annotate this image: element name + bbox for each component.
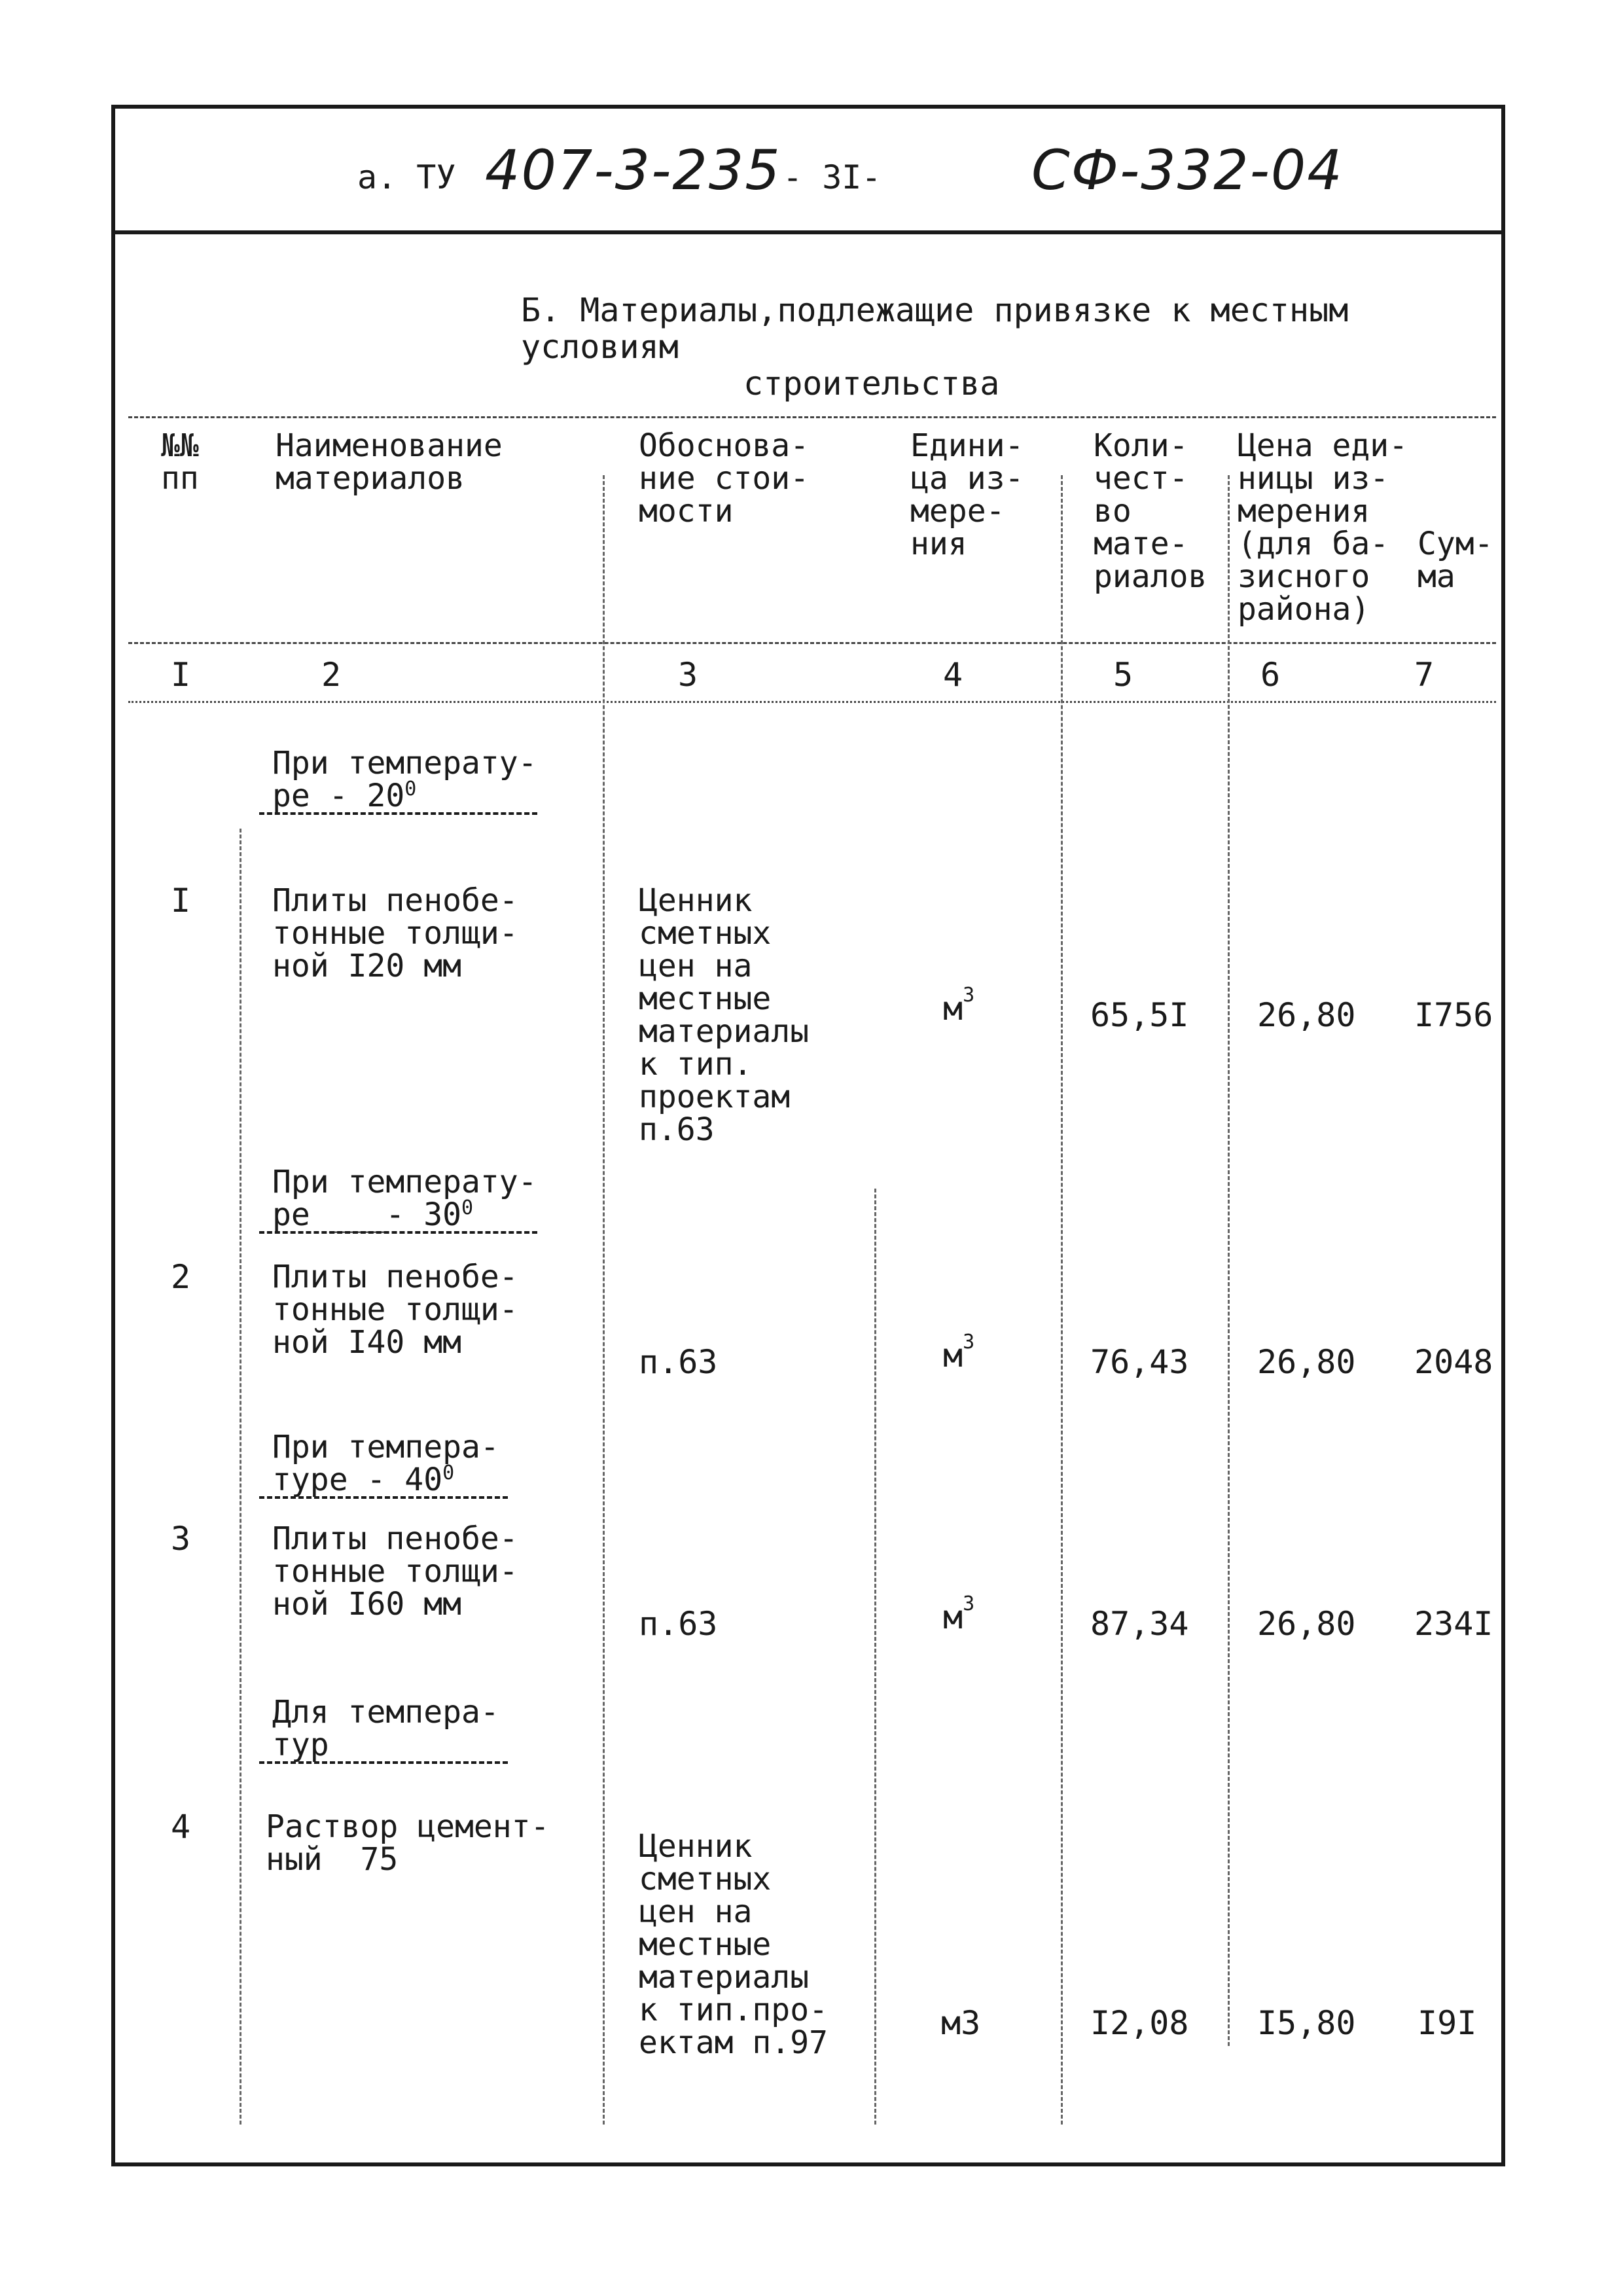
group-label: При темпера- туре - $40^0$ — [272, 1429, 499, 1498]
sum: I756 — [1414, 996, 1493, 1034]
col-sep-3 — [874, 1189, 876, 2125]
group-label: При температу- ре - $20^0$ — [272, 745, 537, 814]
unit: $м^3$ — [943, 984, 975, 1028]
title-block — [115, 109, 1501, 234]
col-sep-2 — [603, 475, 605, 2125]
quantity: 76,43 — [1090, 1343, 1189, 1381]
header-bottom-rule — [128, 642, 1496, 644]
section-title-line1: Б. Материалы,подлежащие привязке к местным условиям — [521, 291, 1349, 366]
row-num: 4 — [171, 1808, 191, 1846]
unit-price: 26,80 — [1257, 1343, 1356, 1381]
unit: м3 — [941, 2004, 981, 2042]
material-name: Плиты пенобе- тонные толщи- ной I20 мм — [272, 882, 518, 984]
unit-price: 26,80 — [1257, 1605, 1356, 1643]
col-header-qty: Коли- чест- во мате- риалов — [1094, 427, 1207, 595]
col-num-4: 4 — [943, 656, 963, 694]
project-code: 407-3-235 — [485, 138, 781, 202]
col-sep-5 — [1228, 475, 1230, 2046]
quantity: 87,34 — [1090, 1605, 1189, 1643]
group-label: При температу- ре ___- $30^0$ — [272, 1164, 537, 1233]
row-num: I — [171, 882, 191, 920]
col-header-sum: Сум- ма — [1418, 526, 1493, 595]
sum: I9I — [1418, 2004, 1477, 2042]
unit-price: I5,80 — [1257, 2004, 1356, 2042]
cost-basis: Ценник сметных цен на местные материалы к тип.про- ектам п.97 — [639, 1828, 828, 2061]
header-top-rule — [128, 416, 1496, 418]
col-num-7: 7 — [1414, 656, 1435, 694]
sum: 2048 — [1414, 1343, 1493, 1381]
col-header-basis: Обоснова- ние стои- мости — [639, 427, 810, 529]
col-num-6: 6 — [1260, 656, 1281, 694]
col-num-2: 2 — [321, 656, 342, 694]
col-num-1: I — [171, 656, 191, 694]
material-name: Раствор цемент- ный 75 — [266, 1808, 550, 1878]
unit-price: 26,80 — [1257, 996, 1356, 1034]
page-number: - 3I- — [783, 158, 882, 196]
row-num: 2 — [171, 1258, 191, 1296]
group-underline — [259, 1231, 537, 1234]
col-num-3: 3 — [678, 656, 698, 694]
material-name: Плиты пенобе- тонные толщи- ной I60 мм — [272, 1520, 518, 1623]
col-num-5: 5 — [1113, 656, 1133, 694]
material-name: Плиты пенобе- тонные толщи- ной I40 мм — [272, 1259, 518, 1361]
numbers-bottom-rule — [128, 701, 1496, 703]
group-underline — [259, 1496, 508, 1499]
col-sep-4 — [1061, 475, 1063, 2125]
col-header-unit: Едини- ца из- мере- ния — [910, 427, 1024, 562]
section-heading — [115, 292, 1501, 402]
cost-basis: Ценник сметных цен на местные материалы к тип. проектам п.63 — [639, 882, 810, 1148]
unit: $м^3$ — [943, 1331, 975, 1374]
unit: $м^3$ — [943, 1592, 975, 1636]
document-sheet — [111, 105, 1505, 2166]
cost-basis: п.63 — [639, 1343, 718, 1381]
group-underline — [259, 1761, 508, 1764]
quantity: 65,5I — [1090, 996, 1189, 1034]
row-num: 3 — [171, 1520, 191, 1558]
cost-basis: п.63 — [639, 1605, 718, 1643]
section-title-line2: строительства — [743, 365, 1000, 403]
col-header-price: Цена еди- ницы из- мерения (для ба- зисного района) — [1238, 427, 1408, 628]
sum: 234I — [1414, 1605, 1493, 1643]
col-header-name: Наименование материалов — [276, 427, 503, 497]
header-prefix: а. ТУ — [357, 158, 456, 196]
group-underline — [259, 812, 537, 815]
group-label: Для темпера- тур — [272, 1694, 499, 1763]
sheet-code: СФ-332-04 — [1031, 138, 1344, 202]
quantity: I2,08 — [1090, 2004, 1189, 2042]
col-header-num: №№ пп — [161, 427, 199, 497]
col-sep-1 — [240, 829, 241, 2125]
